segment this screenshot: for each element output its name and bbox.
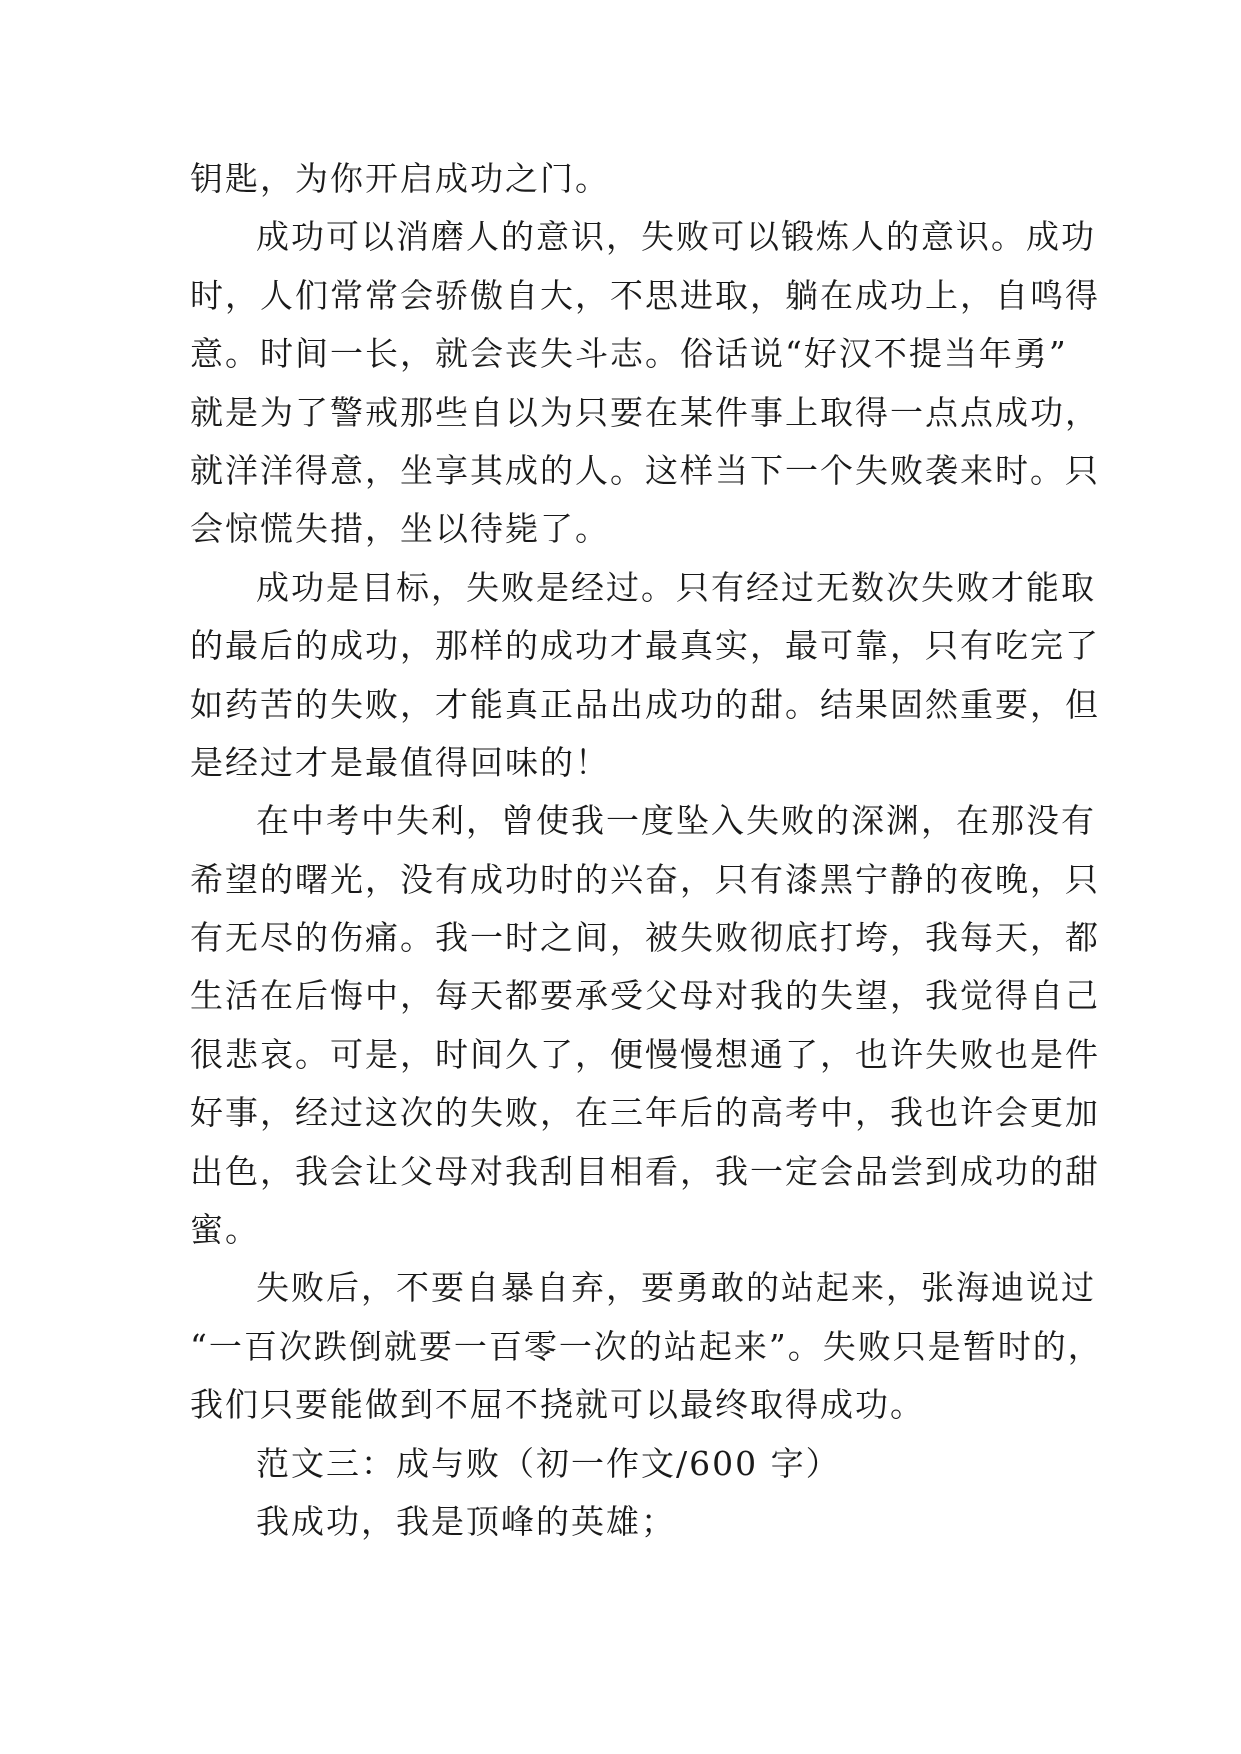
text-line: 希望的曙光，没有成功时的兴奋，只有漆黑宁静的夜晚，只: [190, 859, 1100, 899]
text-line: 成功是目标，失败是经过。只有经过无数次失败才能取: [256, 567, 1096, 607]
text-line: 意。时间一长，就会丧失斗志。俗话说“好汉不提当年勇”: [190, 334, 1068, 374]
text-line: 如药苦的失败，才能真正品出成功的甜。结果固然重要，但: [190, 684, 1100, 724]
text-line: 很悲哀。可是，时间久了，便慢慢想通了，也许失败也是件: [190, 1034, 1100, 1074]
text-line: 我成功，我是顶峰的英雄；: [256, 1501, 676, 1541]
text-line: “一百次跌倒就要一百零一次的站起来”。失败只是暂时的，: [190, 1326, 1103, 1366]
text-line: 出色，我会让父母对我刮目相看，我一定会品尝到成功的甜: [190, 1151, 1100, 1191]
text-line: 就是为了警戒那些自以为只要在某件事上取得一点点成功，: [190, 392, 1100, 432]
text-line: 有无尽的伤痛。我一时之间，被失败彻底打垮，我每天，都: [190, 918, 1100, 958]
text-line: 的最后的成功，那样的成功才最真实，最可靠，只有吃完了: [190, 626, 1100, 666]
text-line: 我们只要能做到不屈不挠就可以最终取得成功。: [190, 1385, 925, 1425]
text-line: 在中考中失利，曾使我一度坠入失败的深渊，在那没有: [256, 801, 1096, 841]
text-line: 就洋洋得意，坐享其成的人。这样当下一个失败袭来时。只: [190, 450, 1100, 490]
text-line: 生活在后悔中，每天都要承受父母对我的失望，我觉得自己: [190, 976, 1100, 1016]
essay-body: [190, 150, 1103, 1551]
text-line: 成功可以消磨人的意识，失败可以锻炼人的意识。成功: [256, 217, 1096, 257]
text-line: 蜜。: [190, 1210, 260, 1250]
text-line: 好事，经过这次的失败，在三年后的高考中，我也许会更加: [190, 1093, 1100, 1133]
text-line: 钥匙，为你开启成功之门。: [190, 159, 610, 198]
text-line: 范文三：成与败（初一作文/600 字）: [256, 1443, 841, 1483]
text-line: 时，人们常常会骄傲自大，不思进取，躺在成功上，自鸣得: [190, 275, 1100, 315]
text-line: 失败后，不要自暴自弃，要勇敢的站起来，张海迪说过: [256, 1268, 1096, 1308]
text-line: 是经过才是最值得回味的！: [190, 742, 610, 782]
text-line: 会惊慌失措，坐以待毙了。: [190, 509, 610, 549]
